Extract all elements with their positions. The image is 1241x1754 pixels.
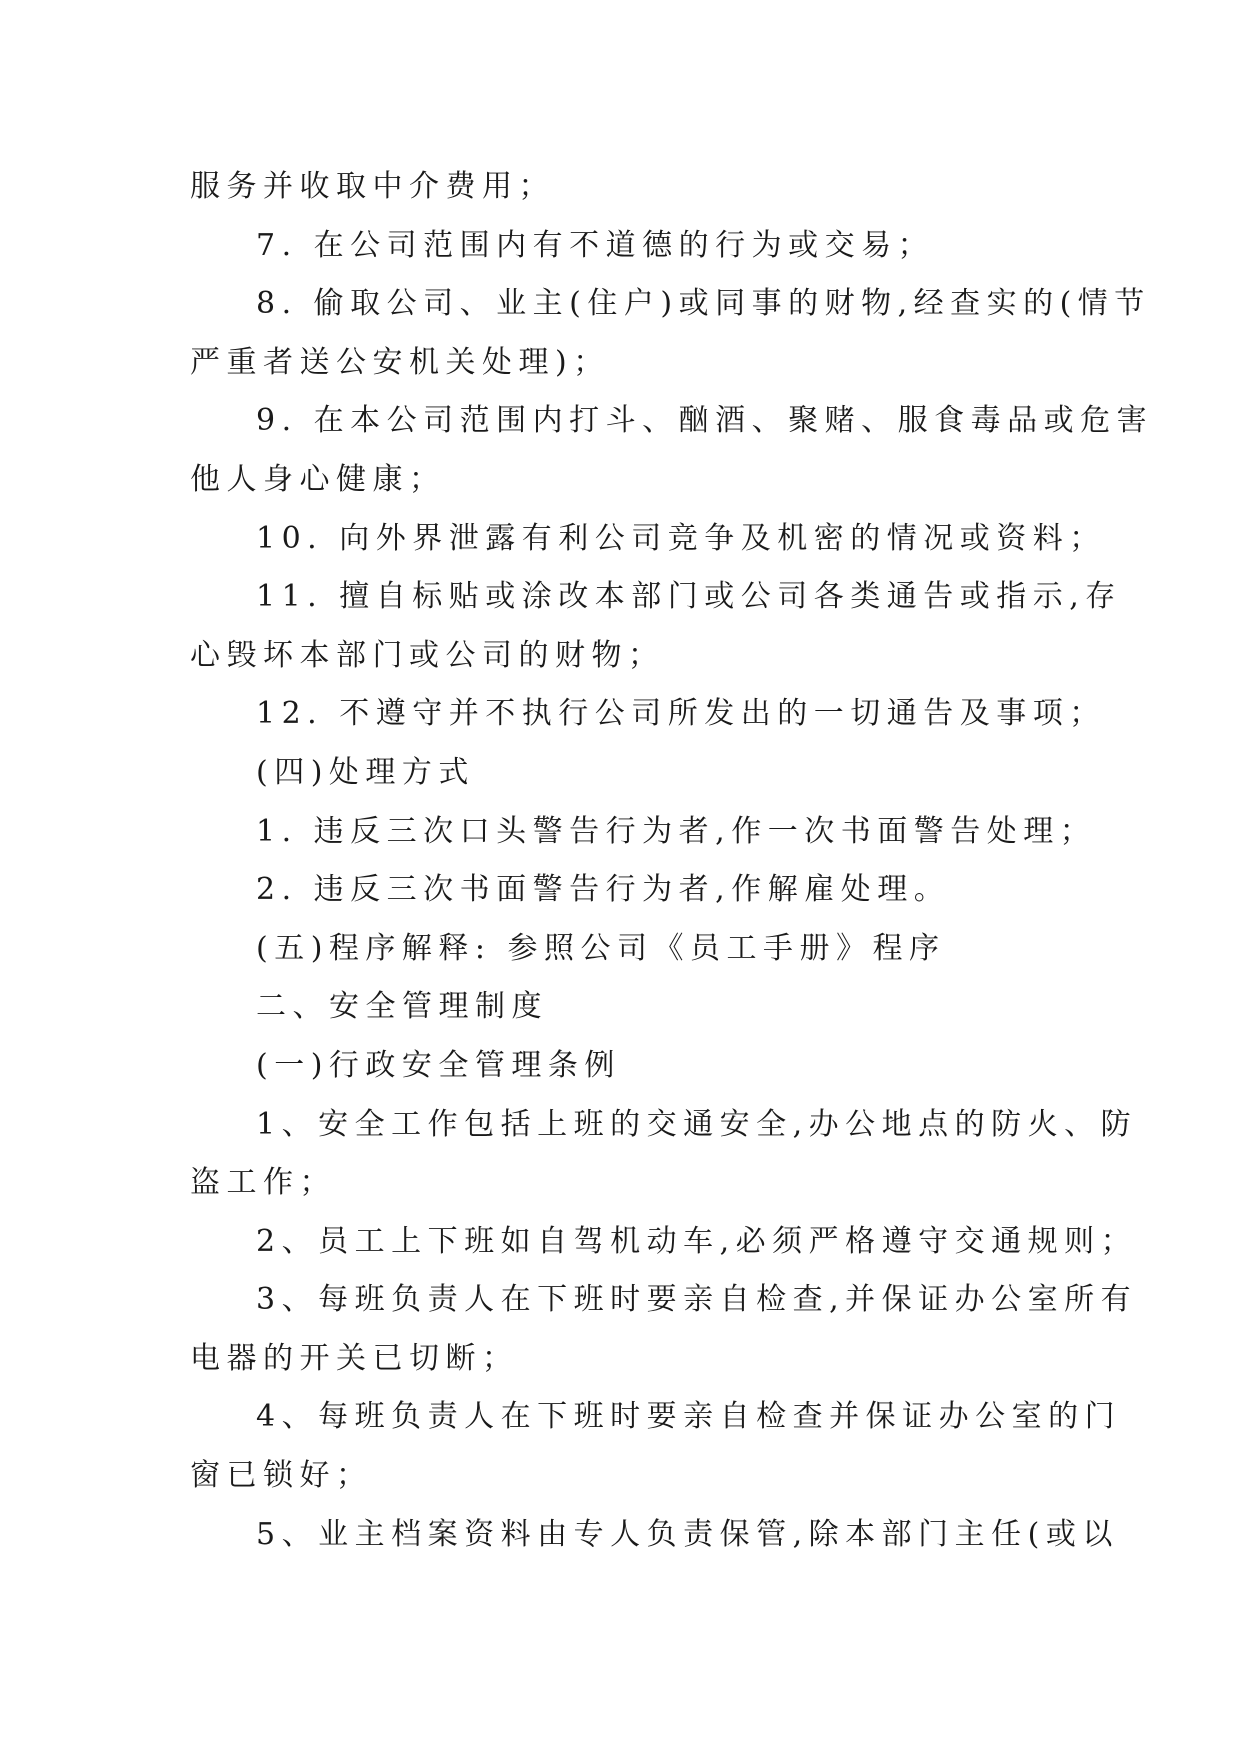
section-heading-admin-safety: (一)行政安全管理条例	[256, 1047, 621, 1083]
section-heading-handling: (四)处理方式	[256, 754, 475, 790]
text-line-23: 窗已锁好；	[190, 1458, 373, 1494]
text-line-2: 7. 在公司范围内有不道德的行为或交易；	[256, 227, 935, 263]
text-line-18: 盗工作；	[190, 1165, 336, 1201]
text-line-19: 2、员工上下班如自驾机动车,必须严格遵守交通规则；	[256, 1223, 1138, 1259]
text-line-12: 1. 违反三次口头警告行为者,作一次书面警告处理；	[256, 813, 1097, 849]
chapter-heading-safety: 二、安全管理制度	[256, 989, 548, 1025]
text-line-24: 5、业主档案资料由专人负责保管,除本部门主任(或以	[256, 1516, 1119, 1552]
text-line-22: 4、每班负责人在下班时要亲自检查并保证办公室的门	[256, 1399, 1122, 1435]
text-line-20: 3、每班负责人在下班时要亲自检查,并保证办公室所有	[256, 1282, 1138, 1318]
text-line-1: 服务并收取中介费用；	[190, 169, 555, 204]
text-line-4: 严重者送公安机关处理)；	[190, 344, 610, 380]
text-line-21: 电器的开关已切断；	[190, 1340, 519, 1376]
text-line-6: 他人身心健康；	[190, 461, 446, 497]
text-line-5: 9. 在本公司范围内打斗、酗酒、聚赌、服食毒品或危害	[256, 403, 1154, 439]
text-line-13: 2. 违反三次书面警告行为者,作解雇处理。	[256, 872, 951, 908]
text-line-8: 11. 擅自标贴或涂改本部门或公司各类通告或指示,存	[256, 579, 1122, 615]
text-line-10: 12. 不遵守并不执行公司所发出的一切通告及事项；	[256, 696, 1106, 732]
text-line-3: 8. 偷取公司、业主(住户)或同事的财物,经查实的(情节	[256, 286, 1151, 322]
text-line-7: 10. 向外界泄露有利公司竞争及机密的情况或资料；	[256, 520, 1106, 556]
text-line-9: 心毁坏本部门或公司的财物；	[190, 637, 665, 673]
document-body	[190, 158, 1154, 1564]
section-heading-procedure: (五)程序解释: 参照公司《员工手册》程序	[256, 930, 946, 966]
text-line-17: 1、安全工作包括上班的交通安全,办公地点的防火、防	[256, 1106, 1138, 1142]
